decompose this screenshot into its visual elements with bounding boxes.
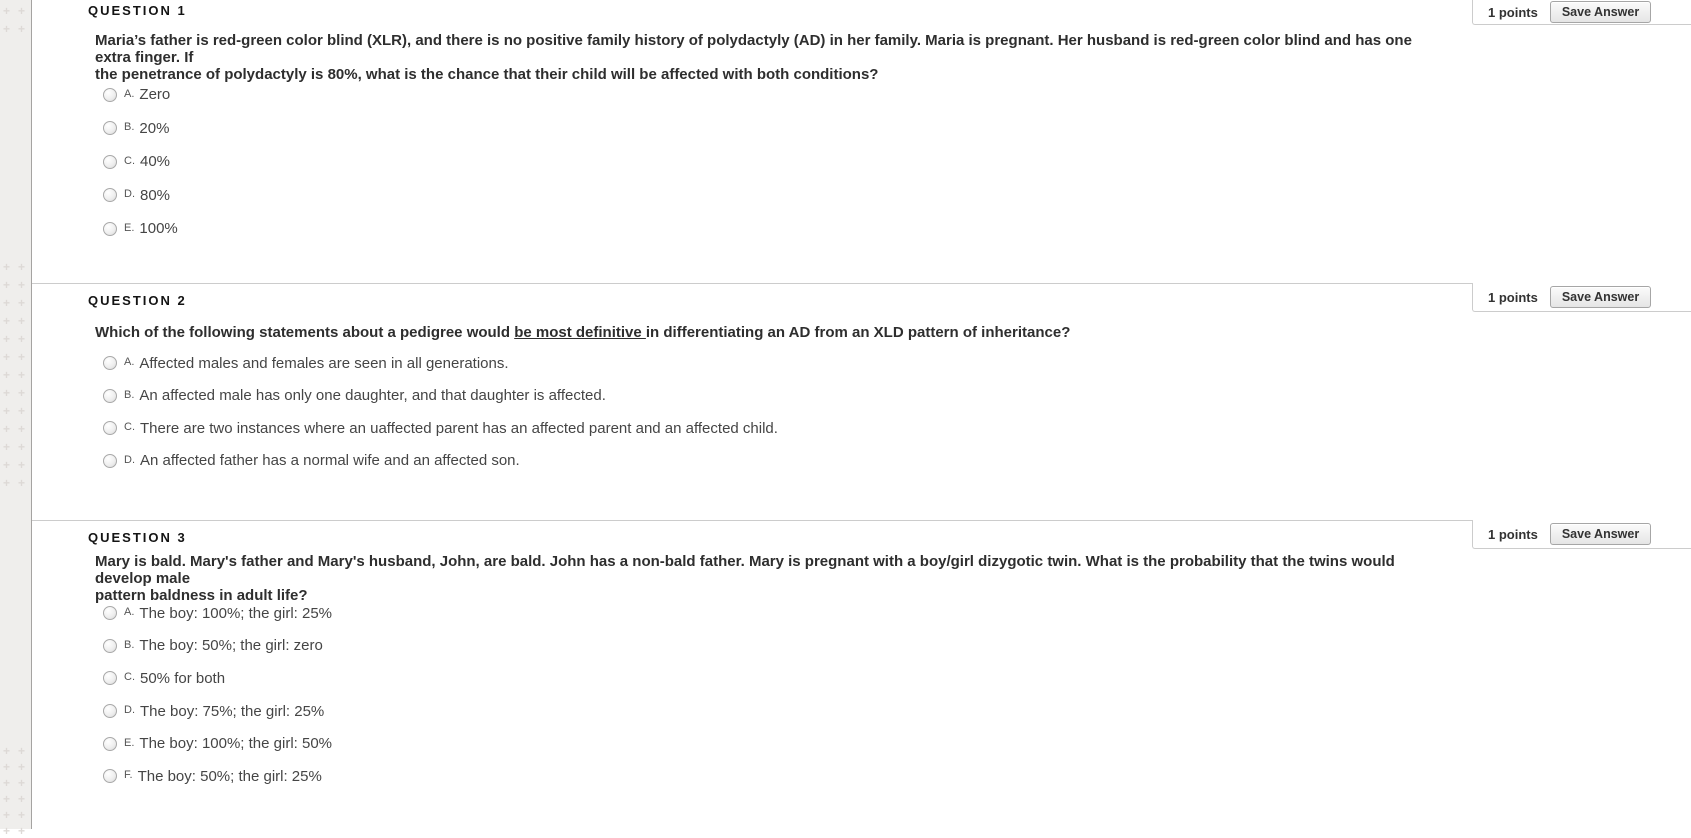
radio-button-icon[interactable] — [103, 88, 117, 102]
option-text: Affected males and females are seen in all generations. — [139, 354, 509, 372]
question-section — [32, 283, 1691, 520]
radio-button-icon[interactable] — [103, 704, 117, 718]
question-text-underlined: be most definitive — [514, 324, 646, 341]
plus-pattern-mark: + — [18, 404, 26, 418]
question-title: QUESTION 1 — [88, 3, 187, 18]
plus-pattern-mark: + — [18, 368, 26, 382]
option-text: 80% — [140, 186, 171, 204]
option-text: An affected father has a normal wife and an affected son. — [140, 452, 520, 470]
question-text-line: the penetrance of polydactyly is 80%, what is the chance that their child will be affected with both conditions? — [95, 66, 879, 83]
plus-pattern-mark: + — [18, 458, 26, 472]
answer-option[interactable] — [103, 179, 1431, 213]
plus-pattern-mark: + — [18, 4, 26, 18]
plus-pattern-mark: + — [18, 440, 26, 454]
option-text: The boy: 100%; the girl: 25% — [139, 604, 333, 622]
plus-pattern-mark: + — [3, 368, 11, 382]
option-letter: E. — [124, 736, 135, 749]
answer-option[interactable] — [103, 212, 1431, 246]
plus-pattern-mark: + — [18, 314, 26, 328]
plus-pattern-mark: + — [18, 260, 26, 274]
radio-button-icon[interactable] — [103, 671, 117, 685]
plus-pattern-mark: + — [18, 332, 26, 346]
option-letter: D. — [124, 188, 135, 201]
question-text-line: Mary is bald. Mary's father and Mary's husband, John, are bald. John has a non-bald father. Mary is pregnant with a boy/girl dizygotic twin. What is the probability that the twins would develop male — [95, 553, 1395, 587]
option-text: 20% — [139, 119, 170, 137]
options-list — [103, 597, 1431, 793]
radio-button-icon[interactable] — [103, 606, 117, 620]
quiz-content — [32, 0, 1691, 829]
option-text: Zero — [139, 86, 171, 104]
radio-button-icon[interactable] — [103, 222, 117, 236]
plus-pattern-mark: + — [18, 808, 26, 822]
answer-option[interactable] — [103, 630, 1431, 663]
option-letter: F. — [124, 769, 133, 782]
question-section — [32, 520, 1691, 829]
answer-option[interactable] — [103, 662, 1431, 695]
answer-option[interactable] — [103, 78, 1431, 112]
page-left-gutter — [0, 0, 32, 838]
option-text: The boy: 50%; the girl: 25% — [137, 767, 322, 785]
question-divider — [32, 520, 1472, 521]
plus-pattern-mark: + — [3, 4, 11, 18]
option-letter: D. — [124, 453, 135, 466]
plus-pattern-mark: + — [3, 458, 11, 472]
option-text: The boy: 100%; the girl: 50% — [139, 735, 333, 753]
points-label: 1 points — [1488, 289, 1538, 305]
option-text: 40% — [140, 153, 171, 171]
plus-pattern-mark: + — [3, 350, 11, 364]
question-section — [32, 0, 1691, 283]
save-answer-button[interactable]: Save Answer — [1550, 286, 1651, 308]
options-list — [103, 78, 1431, 246]
option-letter: A. — [124, 356, 135, 369]
plus-pattern-mark: + — [18, 476, 26, 490]
option-text: 50% for both — [140, 669, 226, 687]
plus-pattern-mark: + — [3, 296, 11, 310]
question-text-line: pattern baldness in adult life? — [95, 587, 308, 604]
question-title: QUESTION 3 — [88, 530, 187, 545]
question-title: QUESTION 2 — [88, 293, 187, 308]
plus-pattern-mark: + — [18, 792, 26, 806]
radio-button-icon[interactable] — [103, 421, 117, 435]
plus-pattern-mark: + — [18, 744, 26, 758]
option-letter: B. — [124, 121, 135, 134]
option-text: The boy: 75%; the girl: 25% — [140, 702, 325, 720]
plus-pattern-mark: + — [3, 776, 11, 790]
option-text: An affected male has only one daughter, and that daughter is affected. — [139, 387, 606, 405]
points-box — [1472, 0, 1691, 25]
option-letter: B. — [124, 388, 135, 401]
question-divider — [32, 283, 1472, 284]
question-text-line: Maria’s father is red-green color blind (XLR), and there is no positive family history of polydactyly (AD) in her family. Maria is pregnant. Her husband is red-green color blind and has one extra finger. If — [95, 32, 1412, 66]
points-label: 1 points — [1488, 526, 1538, 542]
radio-button-icon[interactable] — [103, 454, 117, 468]
plus-pattern-mark: + — [18, 776, 26, 790]
answer-option[interactable] — [103, 695, 1431, 728]
option-letter: C. — [124, 154, 135, 167]
plus-pattern-mark: + — [3, 422, 11, 436]
answer-option[interactable] — [103, 760, 1431, 793]
option-letter: E. — [124, 221, 135, 234]
plus-pattern-mark: + — [3, 792, 11, 806]
plus-pattern-mark: + — [3, 760, 11, 774]
plus-pattern-mark: + — [3, 22, 11, 36]
question-text — [95, 32, 1431, 83]
radio-button-icon[interactable] — [103, 356, 117, 370]
plus-pattern-mark: + — [3, 386, 11, 400]
plus-pattern-mark: + — [3, 260, 11, 274]
plus-pattern-mark: + — [18, 422, 26, 436]
plus-pattern-mark: + — [18, 760, 26, 774]
answer-option[interactable] — [103, 597, 1431, 630]
answer-option[interactable] — [103, 380, 1431, 413]
option-letter: D. — [124, 704, 135, 717]
option-letter: B. — [124, 638, 135, 651]
points-box — [1472, 283, 1691, 312]
plus-pattern-mark: + — [3, 744, 11, 758]
radio-button-icon[interactable] — [103, 769, 117, 783]
radio-button-icon[interactable] — [103, 155, 117, 169]
option-text: There are two instances where an uaffected parent has an affected parent and an affected child. — [140, 419, 778, 437]
option-letter: C. — [124, 421, 135, 434]
plus-pattern-mark: + — [18, 386, 26, 400]
plus-pattern-mark: + — [18, 22, 26, 36]
option-letter: A. — [124, 606, 135, 619]
plus-pattern-mark: + — [3, 404, 11, 418]
radio-button-icon[interactable] — [103, 188, 117, 202]
plus-pattern-mark: + — [18, 296, 26, 310]
plus-pattern-mark: + — [3, 824, 11, 838]
points-label: 1 points — [1488, 4, 1538, 20]
question-text-segment: Which of the following statements about a pedigree would — [95, 324, 515, 341]
points-box — [1472, 520, 1691, 549]
plus-pattern-mark: + — [3, 808, 11, 822]
question-text — [95, 324, 1431, 341]
radio-button-icon[interactable] — [103, 121, 117, 135]
plus-pattern-mark: + — [18, 350, 26, 364]
radio-button-icon[interactable] — [103, 639, 117, 653]
answer-option[interactable] — [103, 412, 1431, 445]
plus-pattern-mark: + — [18, 824, 26, 838]
option-text: 100% — [139, 220, 178, 238]
answer-option[interactable] — [103, 727, 1431, 760]
plus-pattern-mark: + — [3, 278, 11, 292]
save-answer-button[interactable]: Save Answer — [1550, 523, 1651, 545]
plus-pattern-mark: + — [3, 440, 11, 454]
save-answer-button[interactable]: Save Answer — [1550, 1, 1651, 23]
radio-button-icon[interactable] — [103, 389, 117, 403]
answer-option[interactable] — [103, 347, 1431, 380]
radio-button-icon[interactable] — [103, 737, 117, 751]
plus-pattern-mark: + — [3, 314, 11, 328]
plus-pattern-mark: + — [3, 476, 11, 490]
answer-option[interactable] — [103, 445, 1431, 478]
plus-pattern-mark: + — [3, 332, 11, 346]
options-list — [103, 347, 1431, 477]
option-letter: C. — [124, 671, 135, 684]
plus-pattern-mark: + — [18, 278, 26, 292]
answer-option[interactable] — [103, 112, 1431, 146]
option-letter: A. — [124, 87, 135, 100]
option-text: The boy: 50%; the girl: zero — [139, 637, 323, 655]
question-text-segment: in differentiating an AD from an XLD pattern of inheritance? — [645, 324, 1071, 341]
answer-option[interactable] — [103, 145, 1431, 179]
